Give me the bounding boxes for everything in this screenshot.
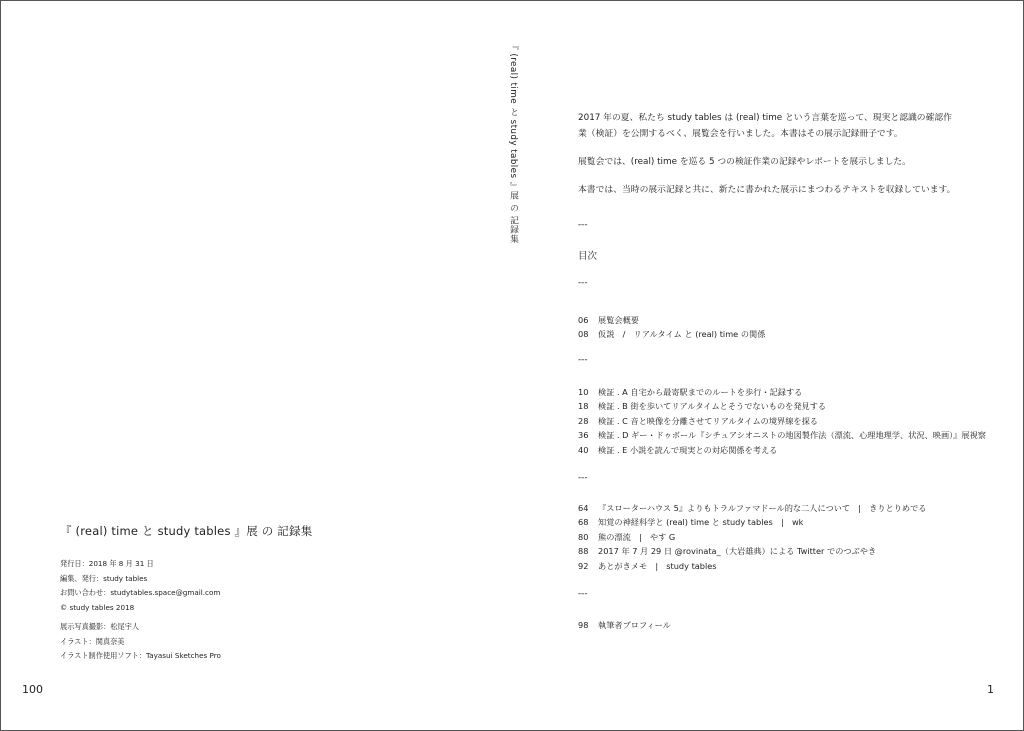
toc-title: 検証 . C 音と映像を分離させてリアルタイムの境界線を探る <box>598 415 818 426</box>
separator: --- <box>578 589 588 599</box>
toc-entry[interactable] <box>578 618 671 632</box>
toc-page: 36 <box>578 430 589 441</box>
toc-title: 検証 . D ギー・ドゥボール『シチュアシオニストの地図製作法（漂流、心理地理学、状況、映画）』展視察 <box>598 430 986 441</box>
toc-entry[interactable] <box>578 530 927 544</box>
copyright: © study tables 2018 <box>60 602 135 612</box>
software-credit: イラスト制作使用ソフト：Tayasui Sketches Pro <box>60 651 221 661</box>
toc-page: 06 <box>578 315 589 325</box>
toc-title: 検証 . B 街を歩いてリアルタイムとそうでないものを発見する <box>598 401 827 412</box>
toc-entry[interactable] <box>578 414 986 428</box>
toc-entry[interactable] <box>578 399 986 413</box>
intro-line: 本書では、当時の展示記録と共に、新たに書かれた展示にまつわるテキストを収録しています。 <box>578 185 956 195</box>
toc-title: 検証 . E 小説を読んで現実との対応関係を考える <box>598 444 778 455</box>
toc-page: 28 <box>578 415 589 426</box>
toc-entry[interactable] <box>578 428 986 442</box>
toc-title: 熊の漂流 | やす G <box>598 531 676 542</box>
toc-entry[interactable] <box>578 385 986 399</box>
publish-date: 発行日：2018 年 8 月 31 日 <box>60 559 154 568</box>
separator: --- <box>578 278 588 288</box>
contact-email: お問い合わせ：studytables.space@gmail.com <box>60 588 221 598</box>
toc-page: 80 <box>578 531 589 542</box>
colophon-block <box>60 557 220 615</box>
toc-page: 10 <box>578 387 589 397</box>
toc-page: 64 <box>578 503 589 513</box>
page-number-left: 100 <box>22 683 43 696</box>
toc-group-essays <box>578 501 927 573</box>
credits-block <box>60 620 221 664</box>
toc-entry[interactable] <box>578 313 765 327</box>
toc-title: 2017 年 7 月 29 日 @rovinata_（大岩雄典）による Twitter でのつぶやき <box>598 546 877 557</box>
intro-text <box>578 110 955 210</box>
toc-title: あとがきメモ | study tables <box>598 560 717 571</box>
toc-page: 98 <box>578 620 589 630</box>
toc-page: 08 <box>578 329 589 340</box>
colophon-title: 『 (real) time と study tables 』展 の 記録集 <box>60 524 313 538</box>
toc-entry[interactable] <box>578 501 927 515</box>
toc-entry[interactable] <box>578 559 927 573</box>
separator: --- <box>578 355 588 365</box>
toc-page: 88 <box>578 546 589 557</box>
intro-line: 業（検証）を公開するべく、展覧会を行いました。本書はその展示記録冊子です。 <box>578 129 903 139</box>
toc-group-profiles <box>578 618 671 632</box>
toc-title: 検証 . A 自宅から最寄駅までのルートを歩行・記録する <box>598 387 803 397</box>
toc-page: 40 <box>578 444 589 455</box>
illustration-credit: イラスト：関真奈美 <box>60 636 125 646</box>
toc-page: 68 <box>578 517 589 528</box>
toc-title: 知覚の神経科学と (real) time と study tables | wk <box>598 517 804 528</box>
toc-group-verification <box>578 385 986 457</box>
toc-entry[interactable] <box>578 327 765 341</box>
toc-title: 執筆者プロフィール <box>598 620 671 630</box>
toc-entry[interactable] <box>578 544 927 558</box>
intro-line: 展覧会では、(real) time を巡る 5 つの検証作業の記録やレポートを展示しました。 <box>578 157 911 167</box>
toc-title: 展覧会概要 <box>598 315 639 325</box>
toc-entry[interactable] <box>578 515 927 529</box>
toc-title: 『スローターハウス 5』よりもトラルファマドール的な二人について | きりとりめでる <box>598 503 927 513</box>
toc-group-overview <box>578 313 765 342</box>
separator: --- <box>578 220 588 230</box>
separator: --- <box>578 473 588 483</box>
publisher: 編集、発行：study tables <box>60 573 148 583</box>
toc-entry[interactable] <box>578 443 986 457</box>
spine-title: 『 (real) time と study tables 』展 の 記録集 <box>508 41 518 244</box>
toc-page: 92 <box>578 560 589 571</box>
photo-credit: 展示写真撮影：松尾宇人 <box>60 622 140 631</box>
intro-line: 2017 年の夏、私たち study tables は (real) time という言葉を巡って、現実と認識の確認作 <box>578 113 952 123</box>
toc-title: 仮説 / リアルタイム と (real) time の関係 <box>598 329 766 340</box>
toc-page: 18 <box>578 401 589 412</box>
page-number-right: 1 <box>987 683 994 696</box>
toc-heading: 目次 <box>578 251 598 262</box>
